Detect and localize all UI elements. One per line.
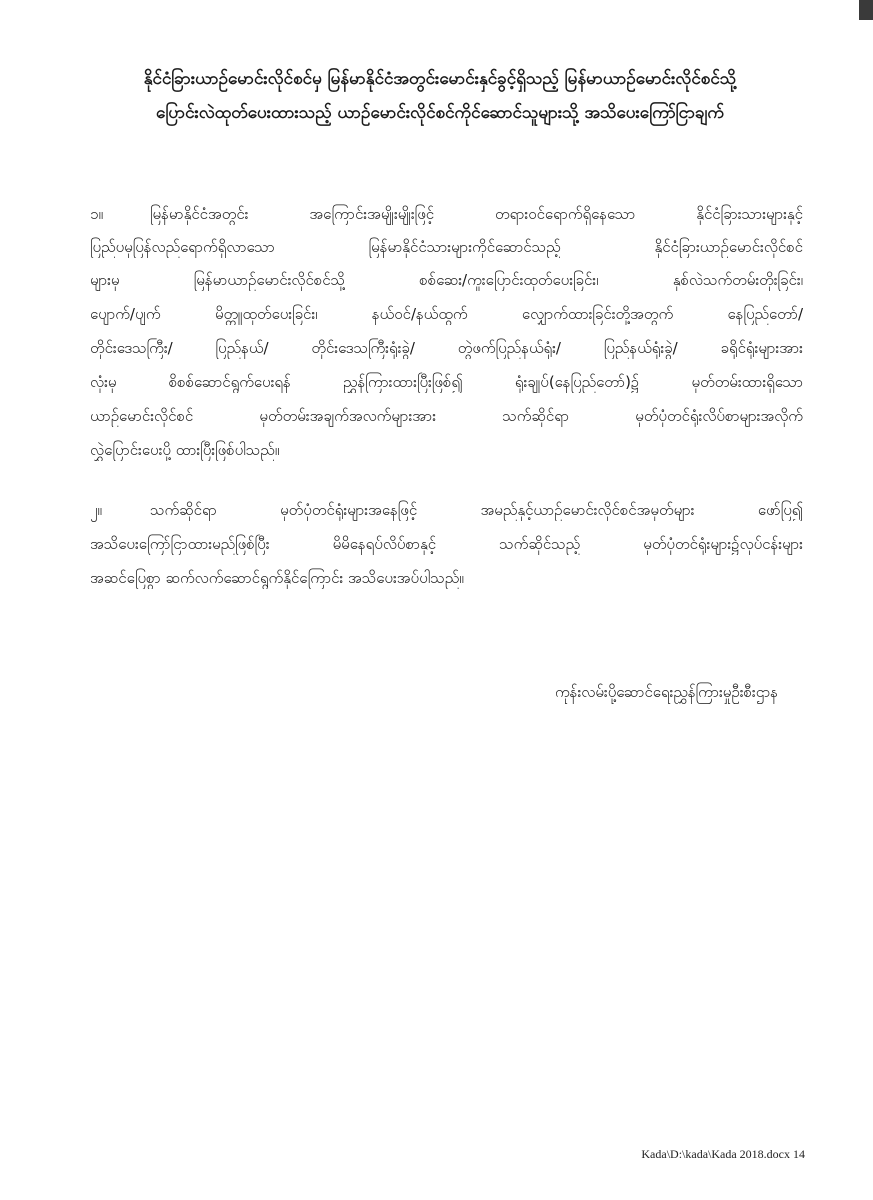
paragraph-1-line: လုံးမှ စိစစ်ဆောင်ရွက်ပေးရန် ညွှန်ကြားထားပြီးဖြစ်၍ ရုံးချုပ်(နေပြည်တော်)၌ မှတ်တမ်းထားရှိသော (90, 373, 803, 391)
paragraph-2-number: ၂။ (90, 501, 102, 519)
issuing-department-signature: ကုန်းလမ်းပို့ဆောင်ရေးညွှန်ကြားမှုဦးစီးဌာန (555, 683, 778, 701)
paragraph-2-line: အသိပေးကြော်ငြာထားမည်ဖြစ်ပြီး မိမိနေရပ်လိပ်စာနှင့် သက်ဆိုင်သည့် မှတ်ပုံတင်ရုံးများ၌လုပ်ငန်းများ (90, 535, 803, 553)
paragraph-1-line: မြန်မာနိုင်ငံအတွင်း အကြောင်းအမျိုးမျိုးဖြင့် တရားဝင်ရောက်ရှိနေသော နိုင်ငံခြားသားများနှင့် (150, 205, 803, 223)
paragraph-1-line: ယာဉ်မောင်းလိုင်စင် မှတ်တမ်းအချက်အလက်များအား သက်ဆိုင်ရာ မှတ်ပုံတင်ရုံးလိပ်စာများအလိုက် (90, 407, 803, 425)
title-line-2: ပြောင်းလဲထုတ်ပေးထားသည့် ယာဉ်မောင်းလိုင်စင်ကိုင်ဆောင်သူများသို့ အသိပေးကြော်ငြာချက် (156, 103, 724, 123)
paragraph-2-line: အဆင်ပြေစွာ ဆက်လက်ဆောင်ရွက်နိုင်ကြောင်း အသိပေးအပ်ပါသည်။ (90, 569, 464, 587)
paragraph-1-number: ၁။ (90, 205, 103, 223)
paragraph-1-line: ပျောက်/ပျက် မိတ္တူထုတ်ပေးခြင်း၊ နယ်ဝင်/နယ်ထွက် လျှောက်ထားခြင်းတို့အတွက် နေပြည်တော်/ (90, 305, 803, 323)
document-footer-path: Kada\D:\kada\Kada 2018.docx 14 (641, 1147, 805, 1161)
scan-edge-mark (859, 0, 873, 20)
title-line-1: နိုင်ငံခြားယာဉ်မောင်းလိုင်စင်မှ မြန်မာနိုင်ငံအတွင်းမောင်းနှင်ခွင့်ရှိသည့် မြန်မာယာဉ်မောင်းလိုင်စင်သို့ (143, 69, 737, 89)
paragraph-1-line: တိုင်းဒေသကြီး/ ပြည်နယ်/ တိုင်းဒေသကြီးရုံးခွဲ/ တွဲဖက်ပြည်နယ်ရုံး/ ပြည်နယ်ရုံးခွဲ/ ခရိုင်ရုံးများအား (90, 339, 803, 357)
paragraph-1-line: များမှ မြန်မာယာဉ်မောင်းလိုင်စင်သို့ စစ်ဆေး/ကူးပြောင်းထုတ်ပေးခြင်း၊ နှစ်လဲသက်တမ်းတိုးခြင်း၊ (90, 271, 803, 289)
paragraph-1-line: လွှဲပြောင်းပေးပို့ ထားပြီးဖြစ်ပါသည်။ (90, 441, 280, 459)
paragraph-2-line: သက်ဆိုင်ရာ မှတ်ပုံတင်ရုံးများအနေဖြင့် အမည်နှင့်ယာဉ်မောင်းလိုင်စင်အမှတ်များ ဖော်ပြ၍ (150, 501, 803, 519)
paragraph-1-line: ပြည်ပမှပြန်လည်ရောက်ရှိလာသော မြန်မာနိုင်ငံသားများကိုင်ဆောင်သည့် နိုင်ငံခြားယာဉ်မောင်းလိုင်စင် (90, 238, 803, 256)
